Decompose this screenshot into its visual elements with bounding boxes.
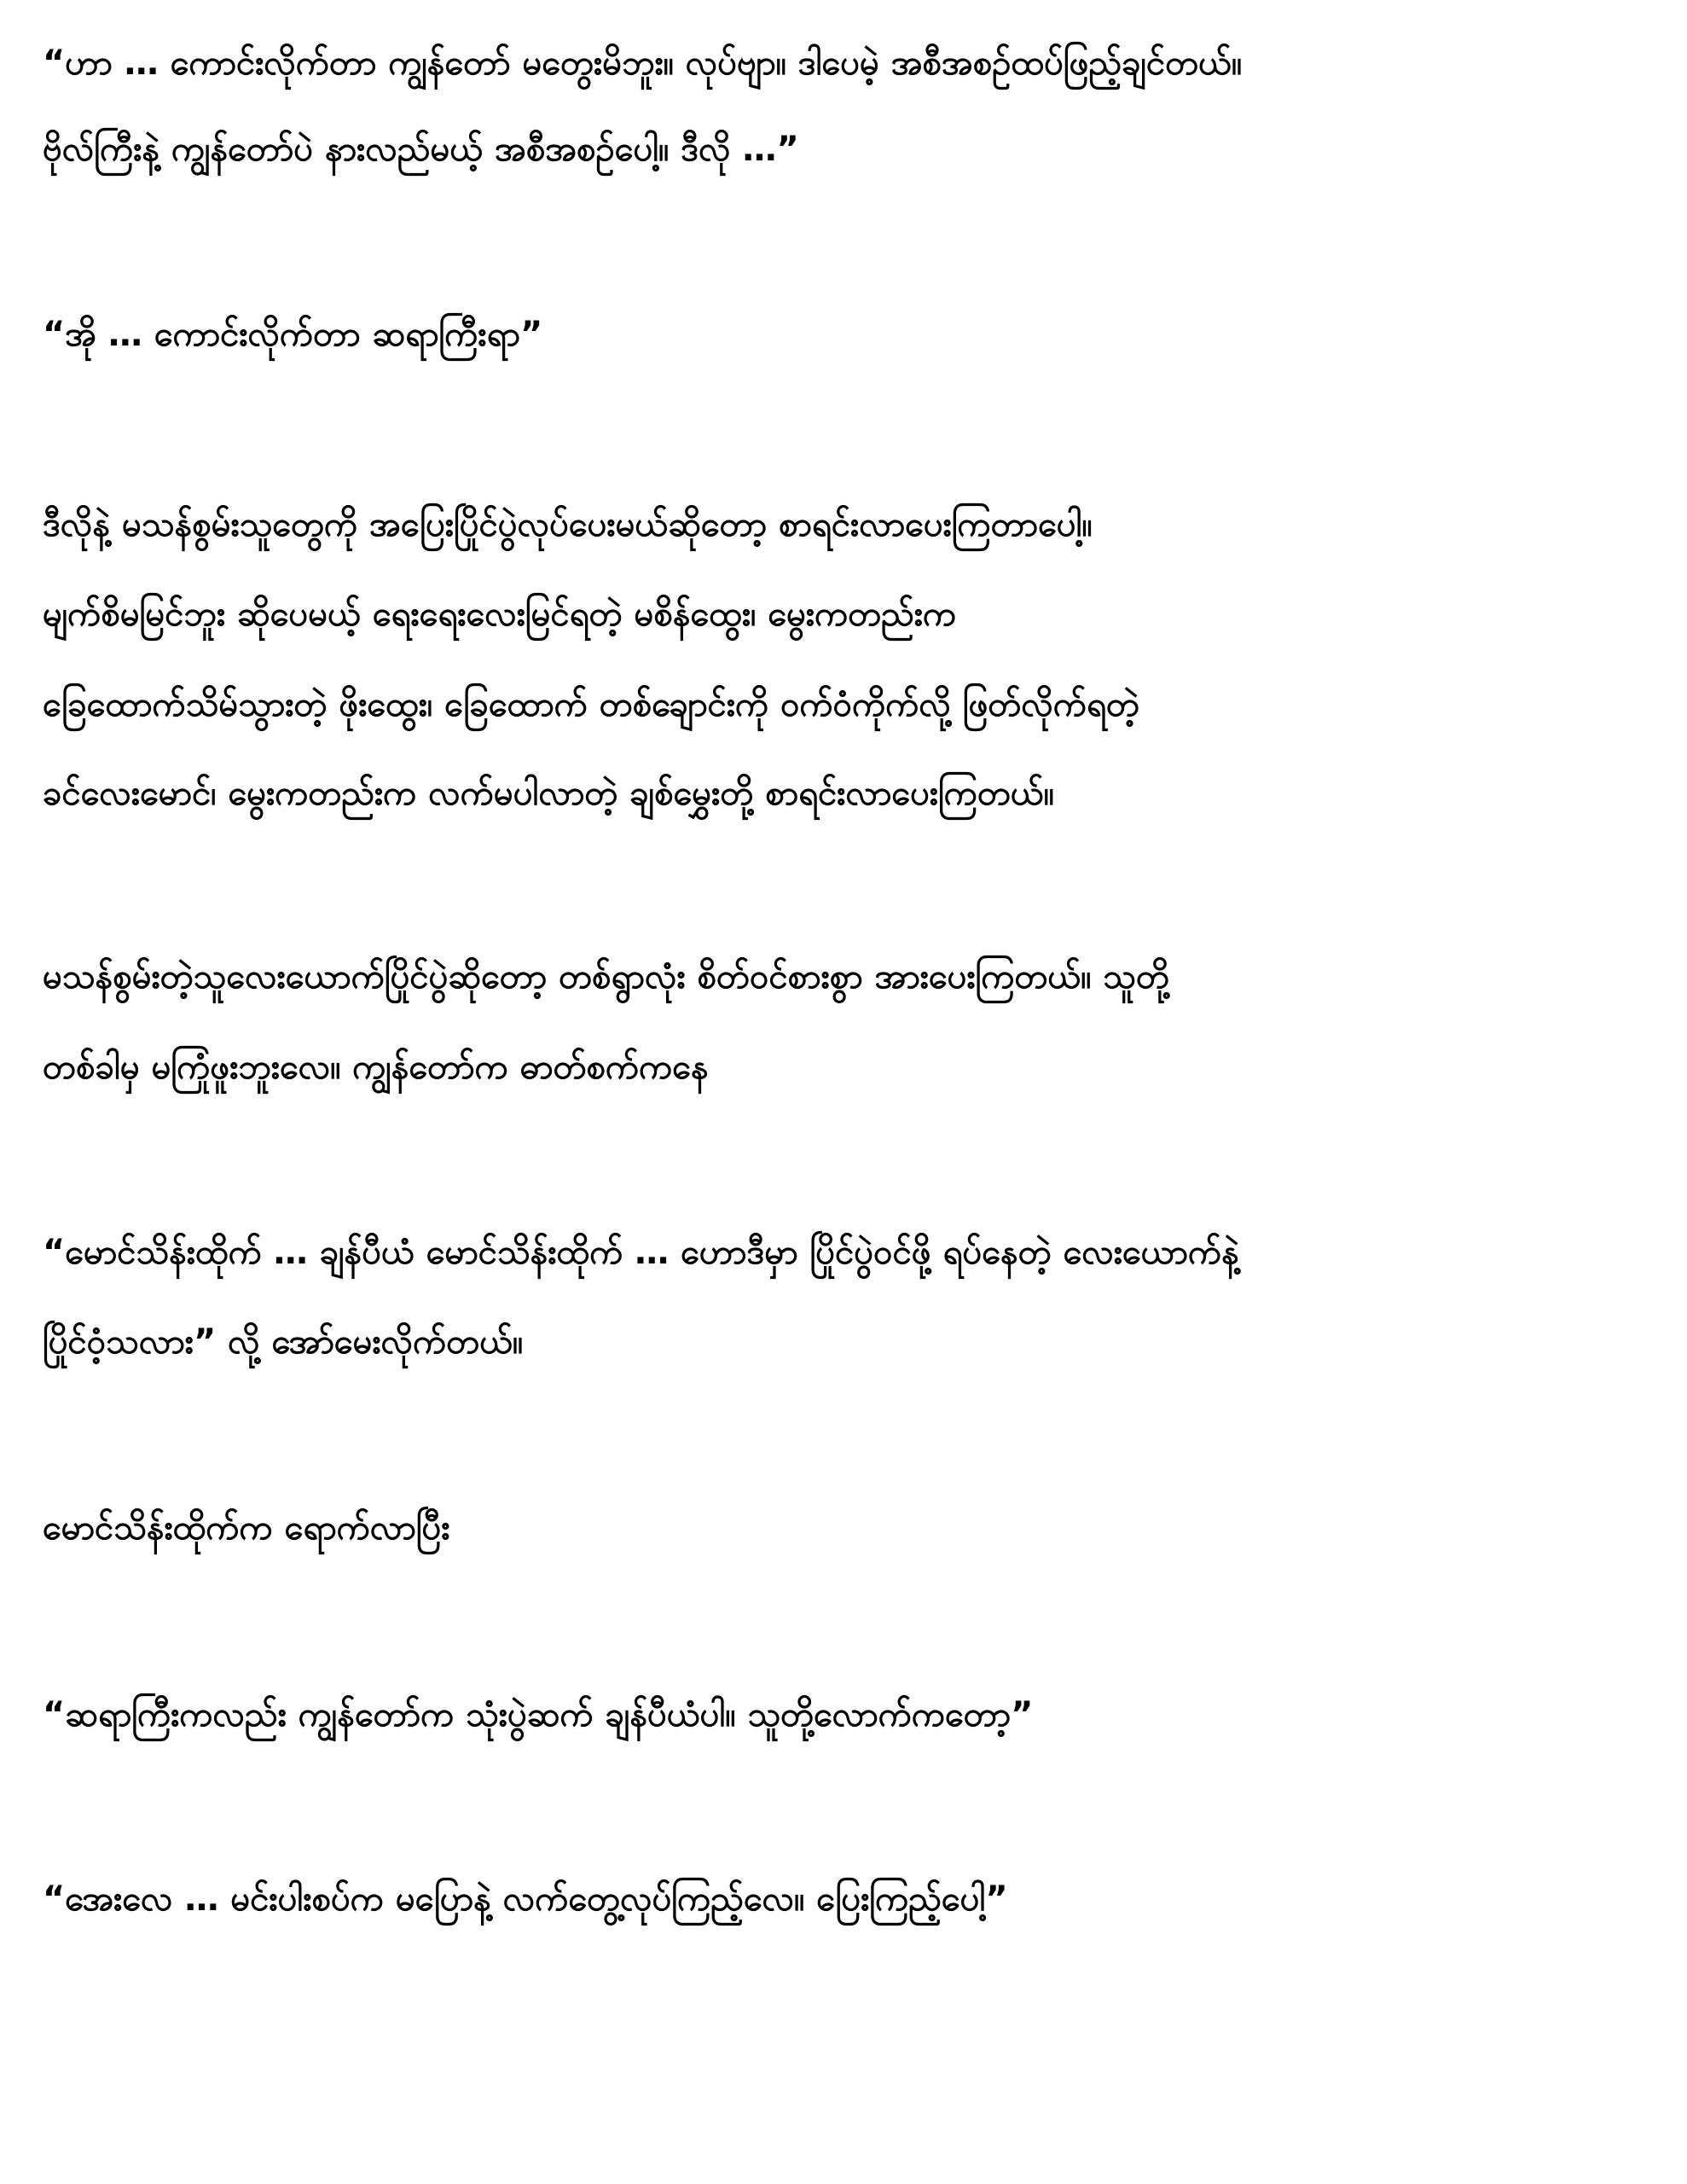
text-line-3: “အို … ကောင်းလိုက်တာ ဆရာကြီးရာ” <box>43 315 543 354</box>
text-line-6: ခြေထောက်သိမ်သွားတဲ့ ဖိုးထွေး၊ ခြေထောက် တစ်ချောင်းကို ဝက်ဝံကိုက်လို့ ဖြတ်လိုက်ရတဲ့ <box>43 685 1139 724</box>
text-line-13: “ဆရာကြီးကလည်း ကျွန်တော်က သုံးပွဲဆက် ချန်ပီယံပါ။ သူတို့လောက်ကတော့” <box>43 1695 1034 1734</box>
text-line-7: ခင်လေးမောင်၊ မွေးကတည်းက လက်မပါလာတဲ့ ချစ်မွှေးတို့ စာရင်းလာပေးကြတယ်။ <box>43 774 1054 813</box>
text-line-2: ဗိုလ်ကြီးနဲ့ ကျွန်တော်ပဲ နားလည်မယ့် အစီအစဉ်ပေါ့။ ဒီလို …” <box>43 130 799 169</box>
text-line-1: “ဟာ … ကောင်းလိုက်တာ ကျွန်တော် မတွေးမိဘူး။ လုပ်ဗျာ။ ဒါပေမဲ့ အစီအစဉ်ထပ်ဖြည့်ချင်တယ်။ <box>43 44 1243 83</box>
text-line-11: ပြိုင်ဝံ့သလား” လို့ အော်မေးလိုက်တယ်။ <box>43 1322 524 1362</box>
text-line-9: တစ်ခါမှ မကြုံဖူးဘူးလေ။ ကျွန်တော်က ဓာတ်စက်ကနေ <box>43 1048 709 1087</box>
text-line-4: ဒီလိုနဲ့ မသန်စွမ်းသူတွေကို အပြေးပြိုင်ပွဲလုပ်ပေးမယ်ဆိုတော့ စာရင်းလာပေးကြတာပေါ့။ <box>43 505 1093 544</box>
text-line-12: မောင်သိန်းထိုက်က ရောက်လာပြီး <box>43 1508 450 1548</box>
text-line-14: “အေးလေ … မင်းပါးစပ်က မပြောနဲ့ လက်တွေ့လုပ်ကြည့်လေ။ ပြေးကြည့်ပေါ့” <box>43 1879 1008 1919</box>
text-line-8: မသန်စွမ်းတဲ့သူလေးယောက်ပြိုင်ပွဲဆိုတော့ တစ်ရွာလုံး စိတ်ဝင်စားစွာ အားပေးကြတယ်။ သူတို့ <box>43 957 1169 996</box>
text-line-10: “မောင်သိန်းထိုက် … ချန်ပီယံ မောင်သိန်းထိုက် … ဟောဒီမှာ ပြိုင်ပွဲဝင်ဖို့ ရပ်နေတဲ့ လေးယောက်နဲ့ <box>43 1233 1239 1272</box>
text-line-5: မျက်စိမမြင်ဘူး ဆိုပေမယ့် ရေးရေးလေးမြင်ရတဲ့ မစိန်ထွေး၊ မွေးကတည်းက <box>43 595 957 634</box>
